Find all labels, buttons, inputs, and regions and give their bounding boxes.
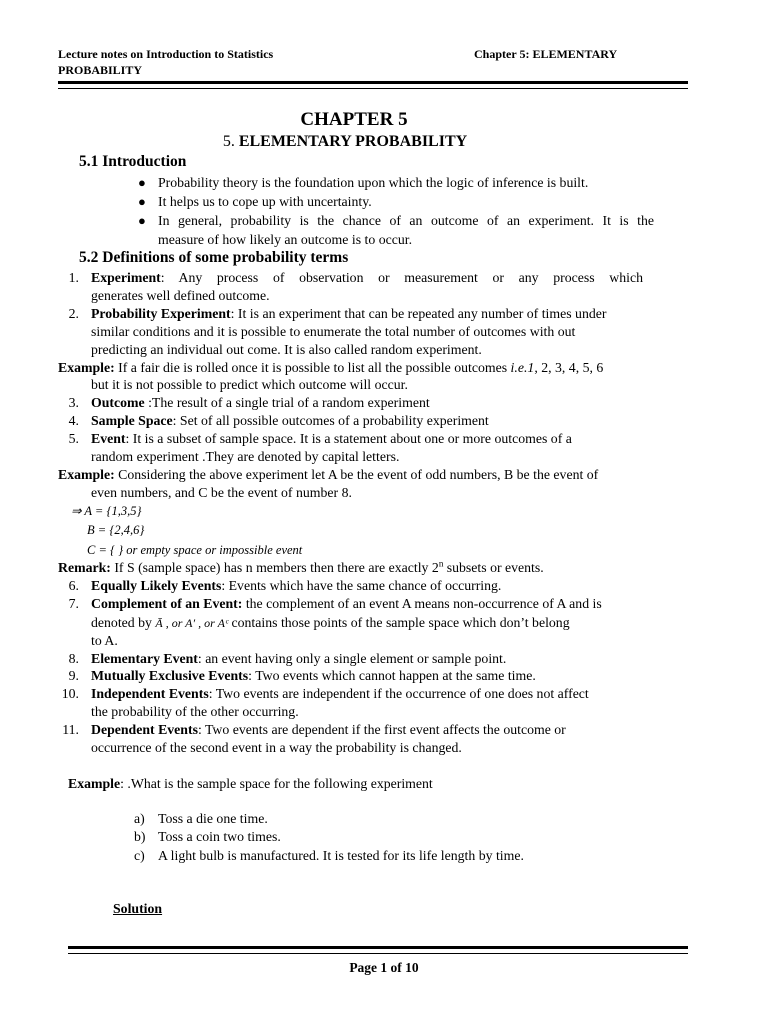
math-set-a: ⇒ A = {1,3,5} xyxy=(71,504,142,518)
definition-text: the complement of an event A means non-occurrence of A and is xyxy=(242,596,602,611)
definition-text: : Events which have the same chance of occurring. xyxy=(221,578,502,593)
example-text-italic: i.e.1 xyxy=(510,360,535,375)
solution-heading xyxy=(113,900,162,918)
math-set-c: C = { } or empty space or impossible event xyxy=(87,543,303,557)
solution-label: Solution xyxy=(113,901,163,916)
definition-text-cont: to A. xyxy=(91,633,118,648)
list-number: 6. xyxy=(68,578,79,593)
definition-equally-likely xyxy=(91,577,501,595)
bullet-icon: ● xyxy=(138,175,146,190)
list-number: 7. xyxy=(68,596,79,611)
list-letter: c) xyxy=(134,848,145,863)
definition-sample-space xyxy=(91,412,489,430)
section-introduction-heading: 5.1 Introduction xyxy=(79,153,187,170)
definition-independent xyxy=(91,685,589,703)
term: Outcome xyxy=(91,395,145,410)
example-text: If a fair die is rolled once it is possible to list all the possible outcomes xyxy=(114,360,511,375)
definition-mutually-exclusive xyxy=(91,667,536,685)
list-number: 4. xyxy=(68,413,79,428)
definition-text: : It is an experiment that can be repeated any number of times under xyxy=(230,306,607,321)
term: Event xyxy=(91,431,126,446)
definition-text: : Set of all possible outcomes of a probability experiment xyxy=(172,413,489,428)
page-number: Page 1 of 10 xyxy=(349,960,419,975)
list-number: 10. xyxy=(61,686,79,701)
header-rule-thick xyxy=(58,81,688,84)
chapter-subtitle-text: ELEMENTARY PROBABILITY xyxy=(238,133,468,150)
definition-text: : Two events are dependent if the first event affects the outcome or xyxy=(197,722,566,737)
list-item: Toss a die one time. xyxy=(158,811,268,826)
definition-text: : Any process of observation or measurement or any process which xyxy=(160,270,643,285)
example-label: Example: xyxy=(58,467,115,482)
list-number: 2. xyxy=(68,306,79,321)
definition-outcome xyxy=(91,394,430,412)
intro-bullet: In general, probability is the chance of an outcome of an experiment. It is the xyxy=(158,213,654,228)
page-title: CHAPTER 5 xyxy=(300,109,408,130)
term: Complement of an Event: xyxy=(91,596,243,611)
bullet-icon: ● xyxy=(138,213,146,228)
list-number: 8. xyxy=(68,651,79,666)
header-left xyxy=(58,46,273,78)
intro-bullet: Probability theory is the foundation upon which the logic of inference is built. xyxy=(158,175,589,190)
footer-rule-thick xyxy=(68,946,688,949)
term: Probability Experiment xyxy=(91,306,231,321)
definition-text-cont: similar conditions and it is possible to enumerate the total number of outcomes with out xyxy=(91,324,576,339)
remark-text: subsets or events. xyxy=(443,560,544,575)
section-definitions-heading: 5.2 Definitions of some probability terms xyxy=(79,249,349,266)
example-text-cont: but it is not possible to predict which outcome will occur. xyxy=(91,377,408,392)
remark xyxy=(58,559,544,577)
list-number: 3. xyxy=(68,395,79,410)
remark-superscript: n xyxy=(438,558,444,569)
intro-bullet-cont: measure of how likely an outcome is to occur. xyxy=(158,232,413,247)
list-number: 1. xyxy=(68,270,79,285)
definition-text-cont: random experiment .They are denoted by capital letters. xyxy=(91,449,400,464)
definition-text-cont: predicting an individual out come. It is also called random experiment. xyxy=(91,342,482,357)
complement-notation: Ā , or A′ , or Aᶜ xyxy=(155,616,229,630)
example-sample-space xyxy=(68,775,433,793)
chapter-subtitle xyxy=(0,133,690,151)
list-letter: b) xyxy=(134,829,146,844)
remark-label: Remark: xyxy=(58,560,111,575)
definition-text: : It is a subset of sample space. It is a statement about one or more outcomes of a xyxy=(125,431,572,446)
example-label: Example: xyxy=(58,360,115,375)
definition-text: : Two events are independent if the occurrence of one does not affect xyxy=(208,686,589,701)
footer-rule-thin xyxy=(68,953,688,954)
list-number: 11. xyxy=(62,722,79,737)
intro-bullet: It helps us to cope up with uncertainty. xyxy=(158,194,372,209)
list-item: Toss a coin two times. xyxy=(158,829,281,844)
example-label: Example xyxy=(68,776,121,791)
term: Dependent Events xyxy=(91,722,198,737)
definition-probability-experiment xyxy=(91,305,661,323)
definition-text-cont: occurrence of the second event in a way the probability is changed. xyxy=(91,740,462,755)
definition-text: contains those points of the sample space which don’t belong xyxy=(228,615,570,630)
example-text-cont: even numbers, and C be the event of number 8. xyxy=(91,485,352,500)
definition-elementary-event xyxy=(91,650,506,668)
term: Mutually Exclusive Events xyxy=(91,668,249,683)
example-text: , 2, 3, 4, 5, 6 xyxy=(534,360,604,375)
definition-text-cont xyxy=(91,614,570,632)
definition-text-cont: the probability of the other occurring. xyxy=(91,704,299,719)
chapter-subtitle-number: 5. xyxy=(222,133,235,150)
term: Independent Events xyxy=(91,686,209,701)
definition-text: denoted by xyxy=(91,615,156,630)
list-letter: a) xyxy=(134,811,145,826)
term: Elementary Event xyxy=(91,651,198,666)
list-number: 5. xyxy=(68,431,79,446)
definition-complement xyxy=(91,595,602,613)
definition-event xyxy=(91,430,572,448)
term: Experiment xyxy=(91,270,161,285)
example-die xyxy=(58,359,603,377)
term: Sample Space xyxy=(91,413,173,428)
example-events xyxy=(58,466,598,484)
definition-dependent xyxy=(91,721,566,739)
definition-text: : an event having only a single element or sample point. xyxy=(197,651,507,666)
definition-text-cont: generates well defined outcome. xyxy=(91,288,270,303)
term: Equally Likely Events xyxy=(91,578,222,593)
definition-text: : Two events which cannot happen at the same time. xyxy=(248,668,536,683)
header-chapter: Chapter 5: ELEMENTARY xyxy=(474,47,618,61)
list-number: 9. xyxy=(68,668,79,683)
header-course-title-cont: PROBABILITY xyxy=(58,63,143,77)
definition-experiment xyxy=(91,269,643,287)
bullet-icon: ● xyxy=(138,194,146,209)
math-set-b: B = {2,4,6} xyxy=(87,523,145,537)
example-text: : .What is the sample space for the following experiment xyxy=(120,776,433,791)
header-rule-thin xyxy=(58,88,688,89)
header-course-title: Lecture notes on Introduction to Statistics xyxy=(58,47,274,61)
remark-text: If S (sample space) has n members then there are exactly 2 xyxy=(110,560,439,575)
list-item: A light bulb is manufactured. It is tested for its life length by time. xyxy=(158,848,524,863)
example-text: Considering the above experiment let A be the event of odd numbers, B be the event of xyxy=(114,467,599,482)
definition-text: :The result of a single trial of a random experiment xyxy=(144,395,430,410)
